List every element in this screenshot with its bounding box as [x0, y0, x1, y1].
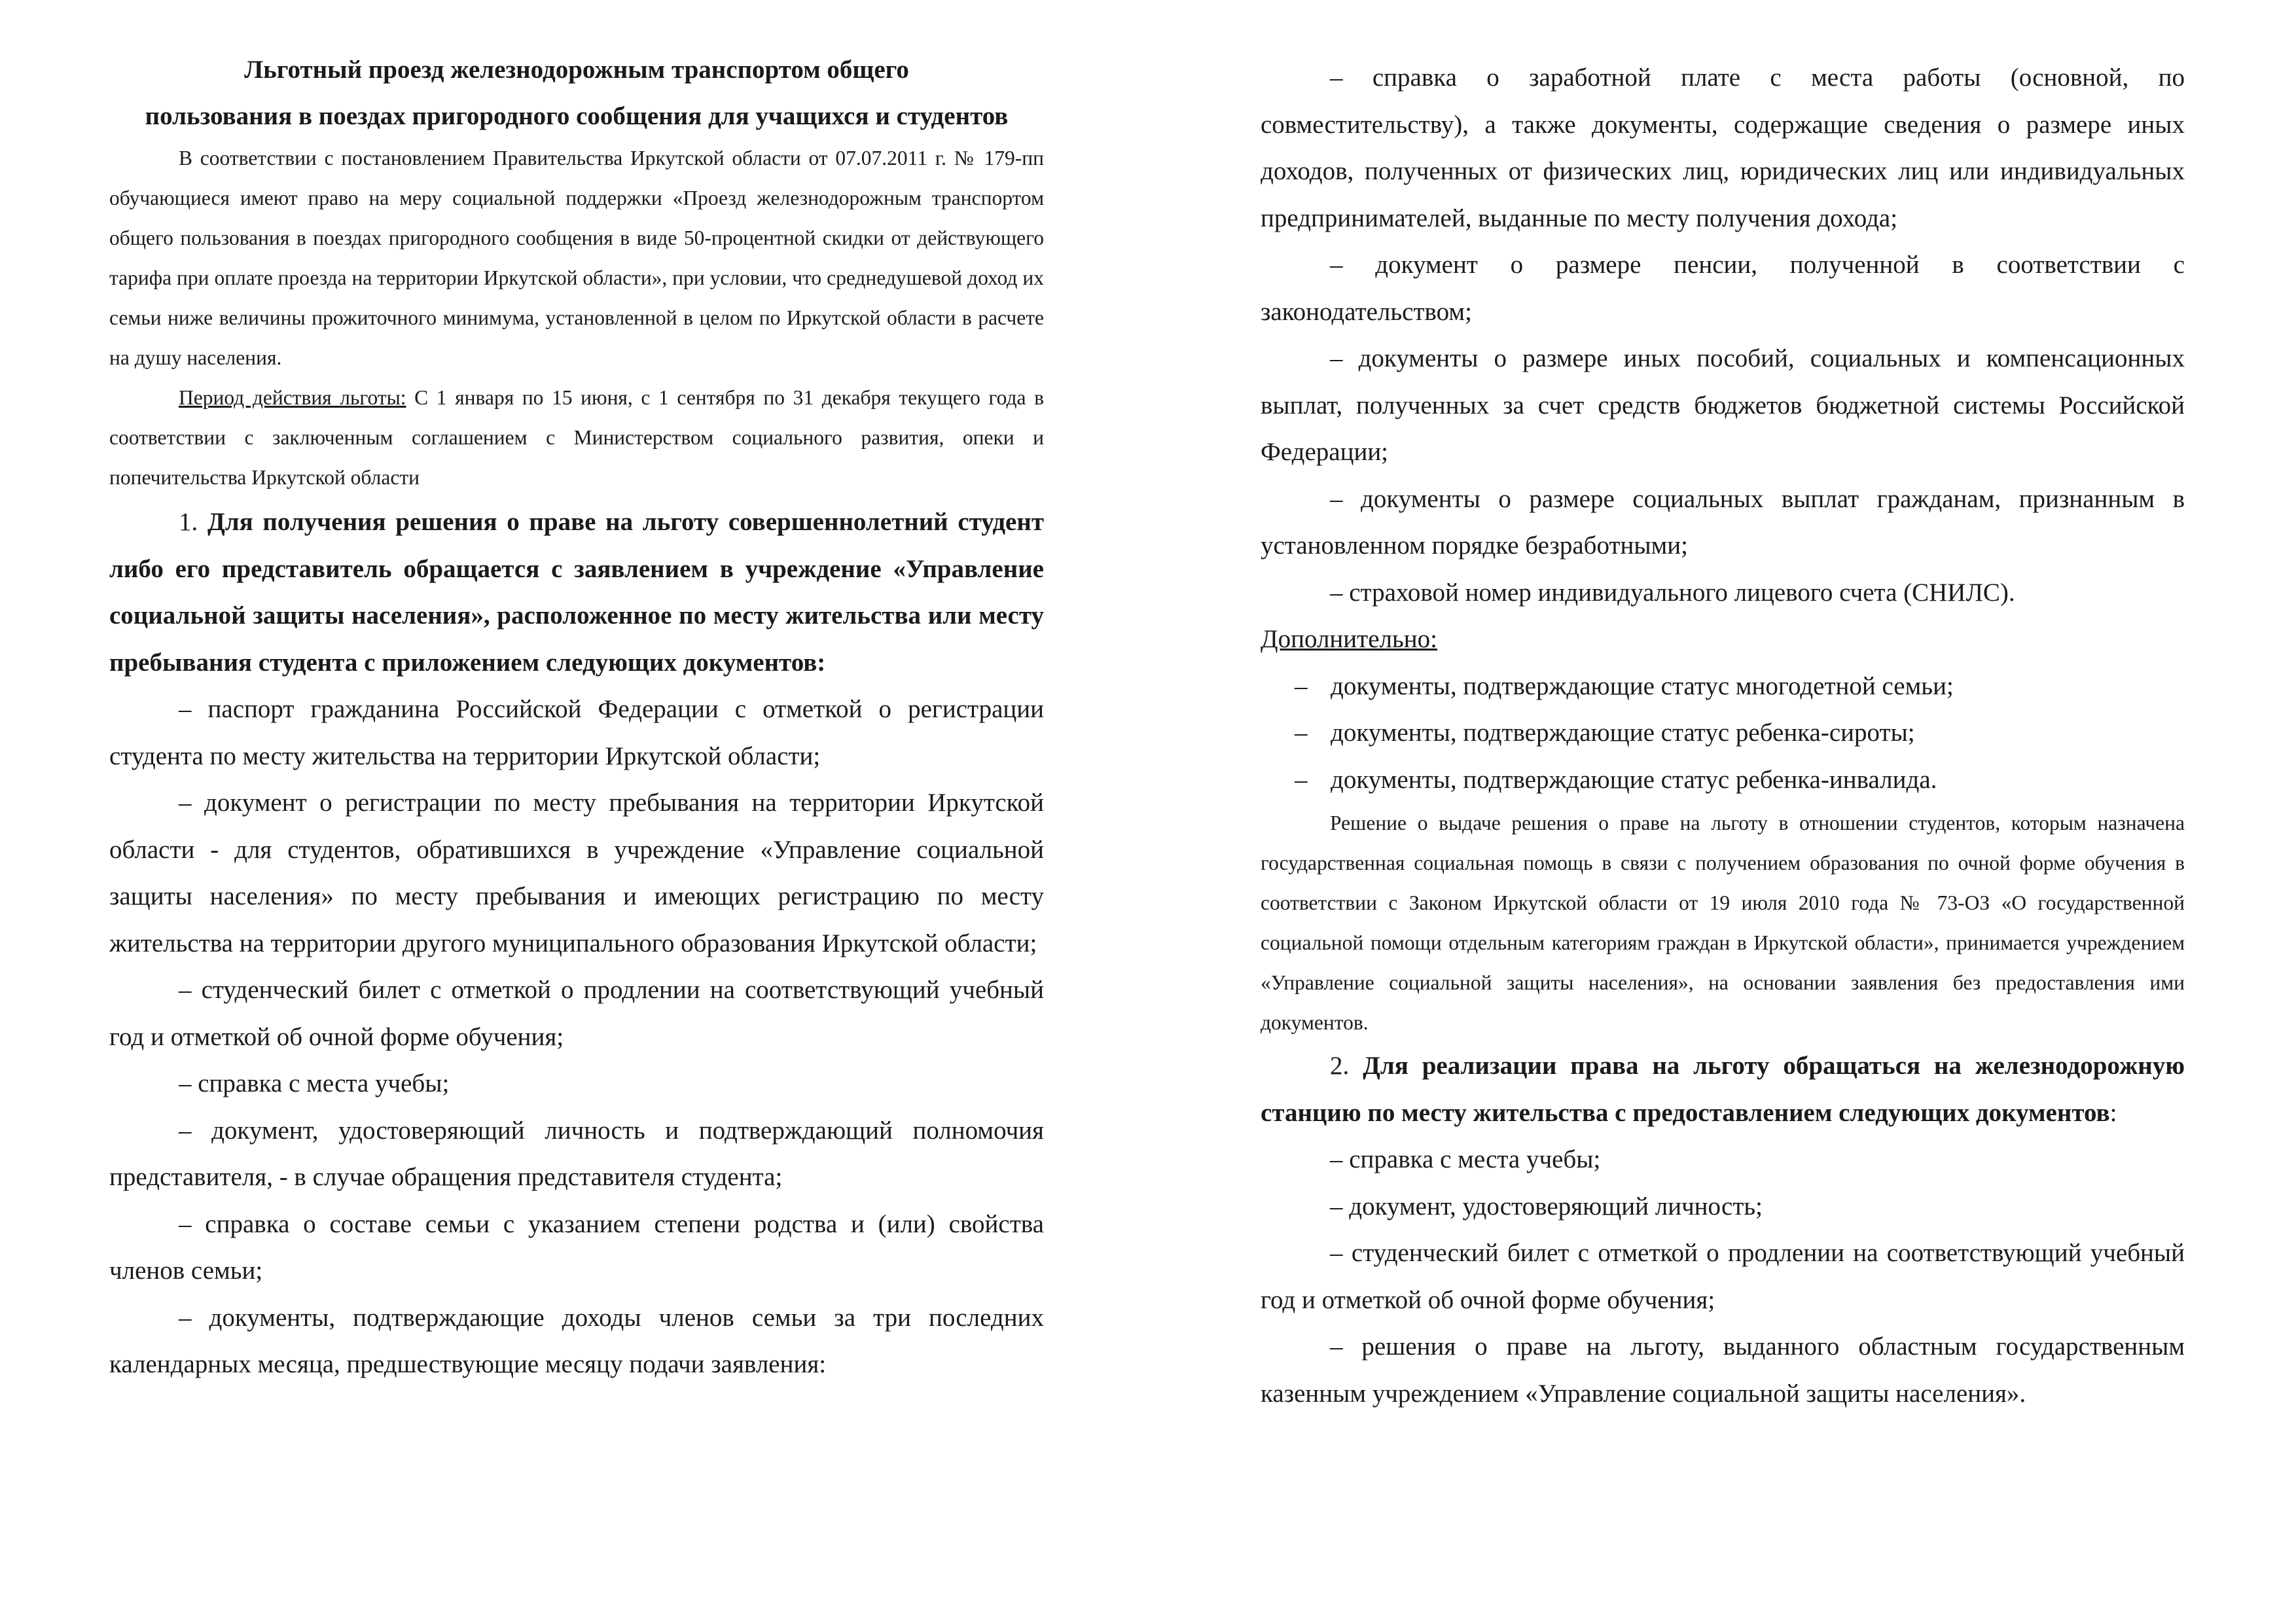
section1-item: – паспорт гражданина Российской Федерации с отметкой о регистрации студента по месту жительства на территории Иркутской области; [109, 695, 1044, 770]
section1-item: – страховой номер индивидуального лицевого счета (СНИЛС). [1330, 578, 2015, 607]
section1-item: – документы о размере социальных выплат гражданам, признанным в установленном порядке безработными; [1261, 484, 2185, 560]
additional-label: Дополнительно: [1261, 625, 1437, 653]
section2-item: – решения о праве на льготу, выданного областным государственным казенным учреждением «Управление социальной защиты населения». [1261, 1332, 2185, 1408]
section2-item: – справка с места учебы; [1330, 1145, 1601, 1173]
intro-paragraph: В соответствии с постановлением Правительства Иркутской области от 07.07.2011 г. № 179-пп обучающиеся имеют право на меру социальной поддержки «Проезд железнодорожным транспортом общего пользования в поездах пригородного сообщения в виде 50-процентной скидки от действующего тарифа при оплате проезда на территории Иркутской области», при условии, что среднедушевой доход их семьи ниже величины прожиточного минимума, установленной в целом по Иркутской области в расчете на душу населения. [109, 147, 1044, 369]
section1-item: – справка о заработной плате с места работы (основной, по совместительству), а также документы, содержащие сведения о размере иных доходов, полученных от физических лиц, юридических лиц или индивидуальных предпринимателей, выданные по месту получения дохода; [1261, 63, 2185, 232]
section1-item: – документ, удостоверяющий личность и подтверждающий полномочия представителя, - в случае обращения представителя студента; [109, 1116, 1044, 1191]
right-column [1261, 0, 2185, 1417]
section2-item: – студенческий билет с отметкой о продлении на соответствующий учебный год и отметкой об очной форме обучения; [1261, 1239, 2185, 1314]
period-paragraph [109, 378, 1044, 497]
title-line-1: Льготный проезд железнодорожным транспортом общего [244, 56, 909, 84]
dash-marker: – [1295, 765, 1308, 794]
section1-item: – студенческий билет с отметкой о продлении на соответствующий учебный год и отметкой об очной форме обучения; [109, 976, 1044, 1051]
additional-item-text: документы, подтверждающие статус ребенка-сироты; [1331, 719, 1915, 747]
section1-heading [109, 499, 1044, 686]
dash-marker: – [1295, 719, 1308, 747]
section1-item: – документ о размере пенсии, полученной в соответствии с законодательством; [1261, 251, 2185, 326]
additional-item [1261, 757, 2185, 804]
section1-heading-text: Для получения решения о праве на льготу совершеннолетний студент либо его представитель обращается с заявлением в учреждение «Управление социальной защиты населения», расположенное по месту жительства или месту пребывания студента с приложением следующих документов: [109, 508, 1044, 677]
additional-item [1261, 709, 2185, 757]
section1-item: – справка о составе семьи с указанием степени родства и (или) свойства членов семьи; [109, 1209, 1044, 1285]
note-paragraph: Решение о выдаче решения о праве на льготу в отношении студентов, которым назначена государственная социальная помощь в связи с получением образования по очной форме обучения в соответствии с Законом Иркутской области от 19 июля 2010 года № 73-ОЗ «О государственной социальной помощи отдельным категориям граждан в Иркутской области», принимается учреждением «Управление социальной защиты населения», на основании заявления без предоставления ими документов. [1261, 812, 2185, 1034]
section1-number: 1. [179, 508, 207, 536]
title-line-2: пользования в поездах пригородного сообщения для учащихся и студентов [145, 102, 1009, 130]
section2-number: 2. [1330, 1052, 1363, 1080]
period-text: С 1 января по 15 июня, с 1 сентября по 31 декабря текущего года в соответствии с заключенным соглашением с Министерством социального развития, опеки и попечительства Иркутской области [109, 386, 1044, 489]
section1-item: – документы, подтверждающие доходы членов семьи за три последних календарных месяца, предшествующие месяцу подачи заявления: [109, 1303, 1044, 1378]
section1-item: – документ о регистрации по месту пребывания на территории Иркутской области - для студентов, обратившихся в учреждение «Управление социальной защиты населения» по месту пребывания и имеющих регистрацию по месту жительства на территории другого муниципального образования Иркутской области; [109, 789, 1044, 957]
section1-item: – справка с места учебы; [179, 1069, 450, 1097]
section2-item: – документ, удостоверяющий личность; [1330, 1192, 1763, 1221]
left-column [109, 0, 1044, 1388]
additional-item-text: документы, подтверждающие статус многодетной семьи; [1331, 671, 1954, 700]
section2-heading [1261, 1043, 2185, 1136]
period-label: Период действия льготы: [179, 386, 406, 409]
section1-item: – документы о размере иных пособий, социальных и компенсационных выплат, полученных за счет средств бюджетов бюджетной системы Российской Федерации; [1261, 344, 2185, 466]
section2-heading-text: Для реализации права на льготу обращаться на железнодорожную станцию по месту жительства с предоставлением следующих документов [1261, 1052, 2185, 1127]
section2-heading-tail: : [2109, 1098, 2117, 1127]
dash-marker: – [1295, 671, 1308, 700]
additional-item-text: документы, подтверждающие статус ребенка-инвалида. [1331, 765, 1937, 794]
additional-item [1261, 663, 2185, 710]
